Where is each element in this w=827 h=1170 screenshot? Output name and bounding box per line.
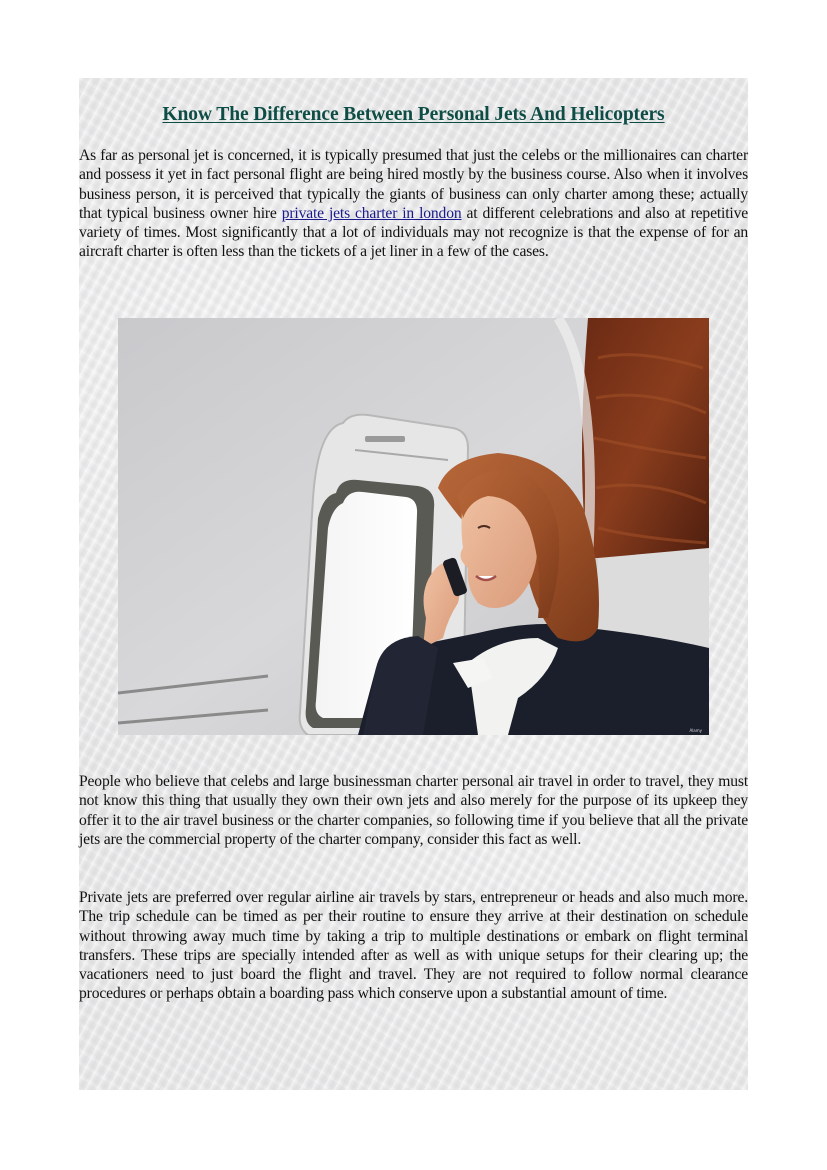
page-title: Know The Difference Between Personal Jets And Helicopters — [162, 104, 665, 125]
paragraph-text: As far as personal jet is concerned, it is typically presumed that just the celebs or the millionaires can charter and possess it yet in fact personal flight are being hired mostly by the business course. Also when it involves business person, it is perceived that typically the giants of business can only charter among these; actually that typical business owner hire — [79, 147, 748, 222]
paragraph-text: at different celebrations and also at repetitive variety of times. Most significantly that a lot of individuals may not recognize is that the expense of for an aircraft charter is often less than the tickets of a jet liner in a few of the cases. — [79, 204, 748, 261]
article-photo — [118, 318, 709, 735]
document-page — [79, 78, 748, 1090]
woman-on-phone-in-jet-image — [118, 318, 709, 735]
private-jets-charter-link[interactable]: private jets charter in london — [281, 204, 462, 222]
paragraph-intro — [79, 146, 748, 262]
paragraph-ownership: People who believe that celebs and large businessman charter personal air travel in order to travel, they must not know this thing that usually they own their own jets and also merely for the purpose of its upkeep they offer it to the air travel business or the charter companies, so following time if you believe that all the private jets are the commercial property of the charter company, consider this fact as well. — [79, 773, 748, 848]
svg-text:Alamy: Alamy — [689, 728, 702, 733]
paragraph-benefits: Private jets are preferred over regular airline air travels by stars, entrepreneur or heads and also much more. The trip schedule can be timed as per their routine to ensure they arrive at their destination on schedule without throwing away much time by taking a trip to multiple destinations or embark on flight terminal transfers. These trips are specially intended after as well as with unique setups for their clearing up; the vacationers need to just board the flight and travel. They are not required to follow normal clearance procedures or perhaps obtain a boarding pass which conserve upon a substantial amount of time. — [79, 889, 748, 1003]
